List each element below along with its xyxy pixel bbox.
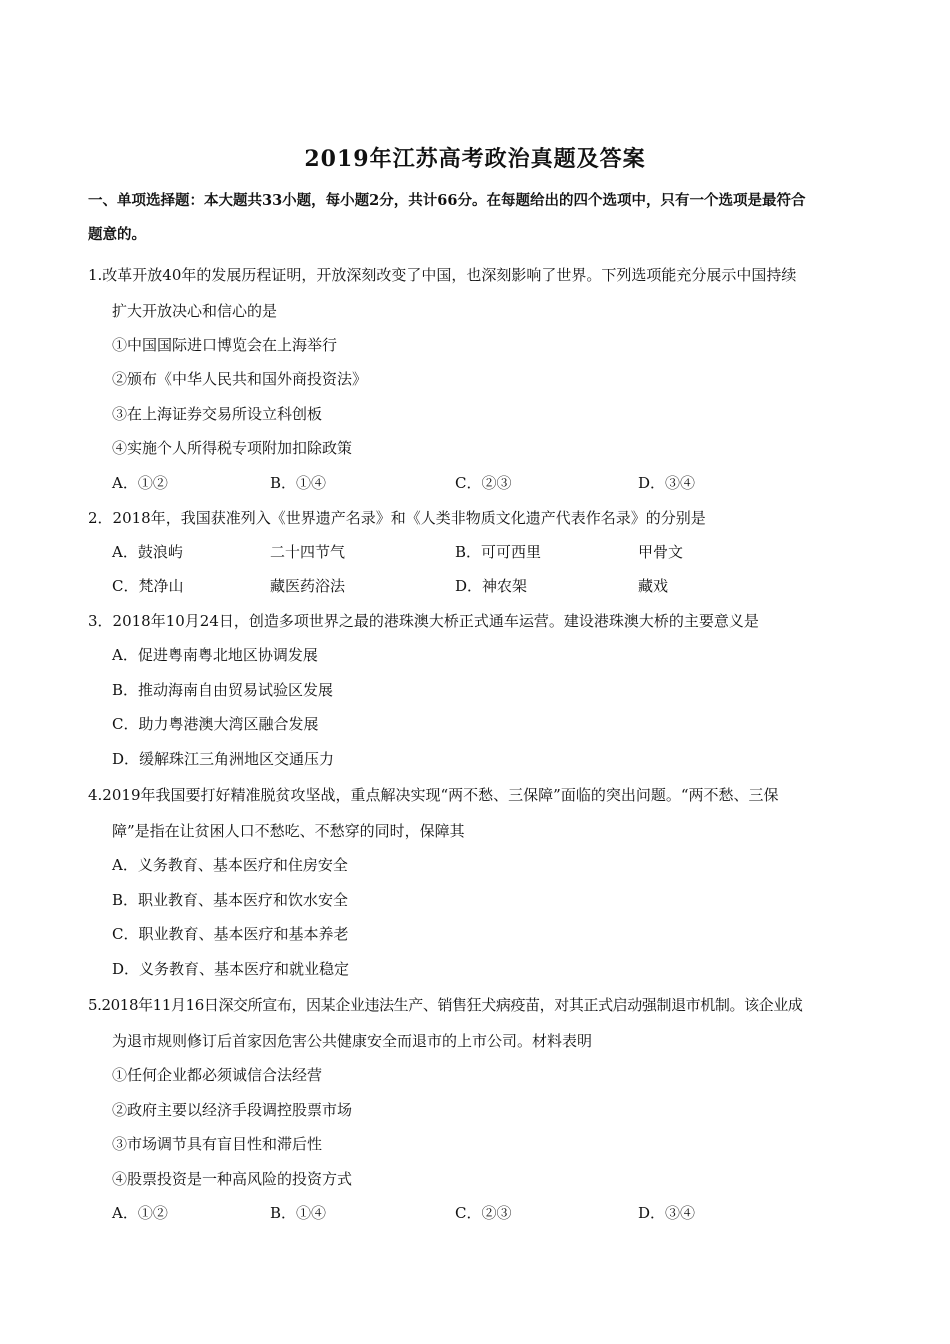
q1-item-4: ④实施个人所得税专项附加扣除政策 [112,439,353,457]
q2-row1-col4: 甲骨文 [638,543,684,561]
q4-stem-line-2: 障”是指在让贫困人口不愁吃、不愁穿的同时，保障其 [112,822,465,840]
q2-stem: 2．2018年，我国获准列入《世界遗产名录》和《人类非物质文化遗产代表作名录》的分别是 [88,509,706,527]
section-heading-line-2: 题意的。 [88,226,146,243]
q3-option-a: A．促进粤南粤北地区协调发展 [112,646,318,664]
q1-option-c: C．②③ [455,474,512,492]
q5-option-d: D．③④ [638,1204,696,1222]
q1-option-a: A．①② [112,474,168,492]
page-title: 2019年江苏高考政治真题及答案 [304,146,646,172]
q5-item-4: ④股票投资是一种高风险的投资方式 [112,1170,353,1188]
section-heading-line-1: 一、单项选择题：本大题共33小题，每小题2分，共计66分。在每题给出的四个选项中，只有一个选项是最符合 [88,192,806,209]
q5-stem-line-2: 为退市规则修订后首家因危害公共健康安全而退市的上市公司。材料表明 [112,1032,593,1050]
q5-option-b: B．①④ [270,1204,327,1222]
q2-row1-col1: A．鼓浪屿 [112,543,183,561]
q3-stem: 3．2018年10月24日，创造多项世界之最的港珠澳大桥正式通车运营。建设港珠澳大桥的主要意义是 [88,612,759,630]
q2-row2-col2: 藏医药浴法 [270,577,346,595]
q1-option-d: D．③④ [638,474,696,492]
q4-option-b: B．职业教育、基本医疗和饮水安全 [112,891,349,909]
q4-option-a: A．义务教育、基本医疗和住房安全 [112,856,348,874]
q2-row2-col3: D．神农架 [455,577,528,595]
q2-row1-col3: B．可可西里 [455,543,542,561]
q3-option-d: D．缓解珠江三角洲地区交通压力 [112,750,335,768]
q3-option-c: C．助力粤港澳大湾区融合发展 [112,715,319,733]
q5-option-a: A．①② [112,1204,168,1222]
q4-option-d: D．义务教育、基本医疗和就业稳定 [112,960,350,978]
q5-item-1: ①任何企业都必须诚信合法经营 [112,1066,323,1084]
q5-item-2: ②政府主要以经济手段调控股票市场 [112,1101,353,1119]
q1-item-1: ①中国国际进口博览会在上海举行 [112,336,338,354]
q4-stem-line-1: 4.2019年我国要打好精准脱贫攻坚战，重点解决实现“两不愁、三保障”面临的突出问题。“两不愁、三保 [88,786,779,804]
q1-stem-line-1: 1.改革开放40年的发展历程证明，开放深刻改变了中国，也深刻影响了世界。下列选项能充分展示中国持续 [88,266,797,284]
q1-item-2: ②颁布《中华人民共和国外商投资法》 [112,370,368,388]
q4-option-c: C．职业教育、基本医疗和基本养老 [112,925,349,943]
q2-row2-col4: 藏戏 [638,577,669,595]
q5-stem-line-1: 5.2018年11月16日深交所宣布，因某企业违法生产、销售狂犬病疫苗，对其正式启动强制退市机制。该企业成 [88,996,803,1014]
q2-row1-col2: 二十四节气 [270,543,346,561]
q2-row2-col1: C．梵净山 [112,577,184,595]
q5-option-c: C．②③ [455,1204,512,1222]
q5-item-3: ③市场调节具有盲目性和滞后性 [112,1135,323,1153]
section-heading [88,184,868,252]
q3-option-b: B．推动海南自由贸易试验区发展 [112,681,334,699]
q1-option-b: B．①④ [270,474,327,492]
q1-item-3: ③在上海证券交易所设立科创板 [112,405,323,423]
q1-stem-line-2: 扩大开放决心和信心的是 [112,302,278,320]
